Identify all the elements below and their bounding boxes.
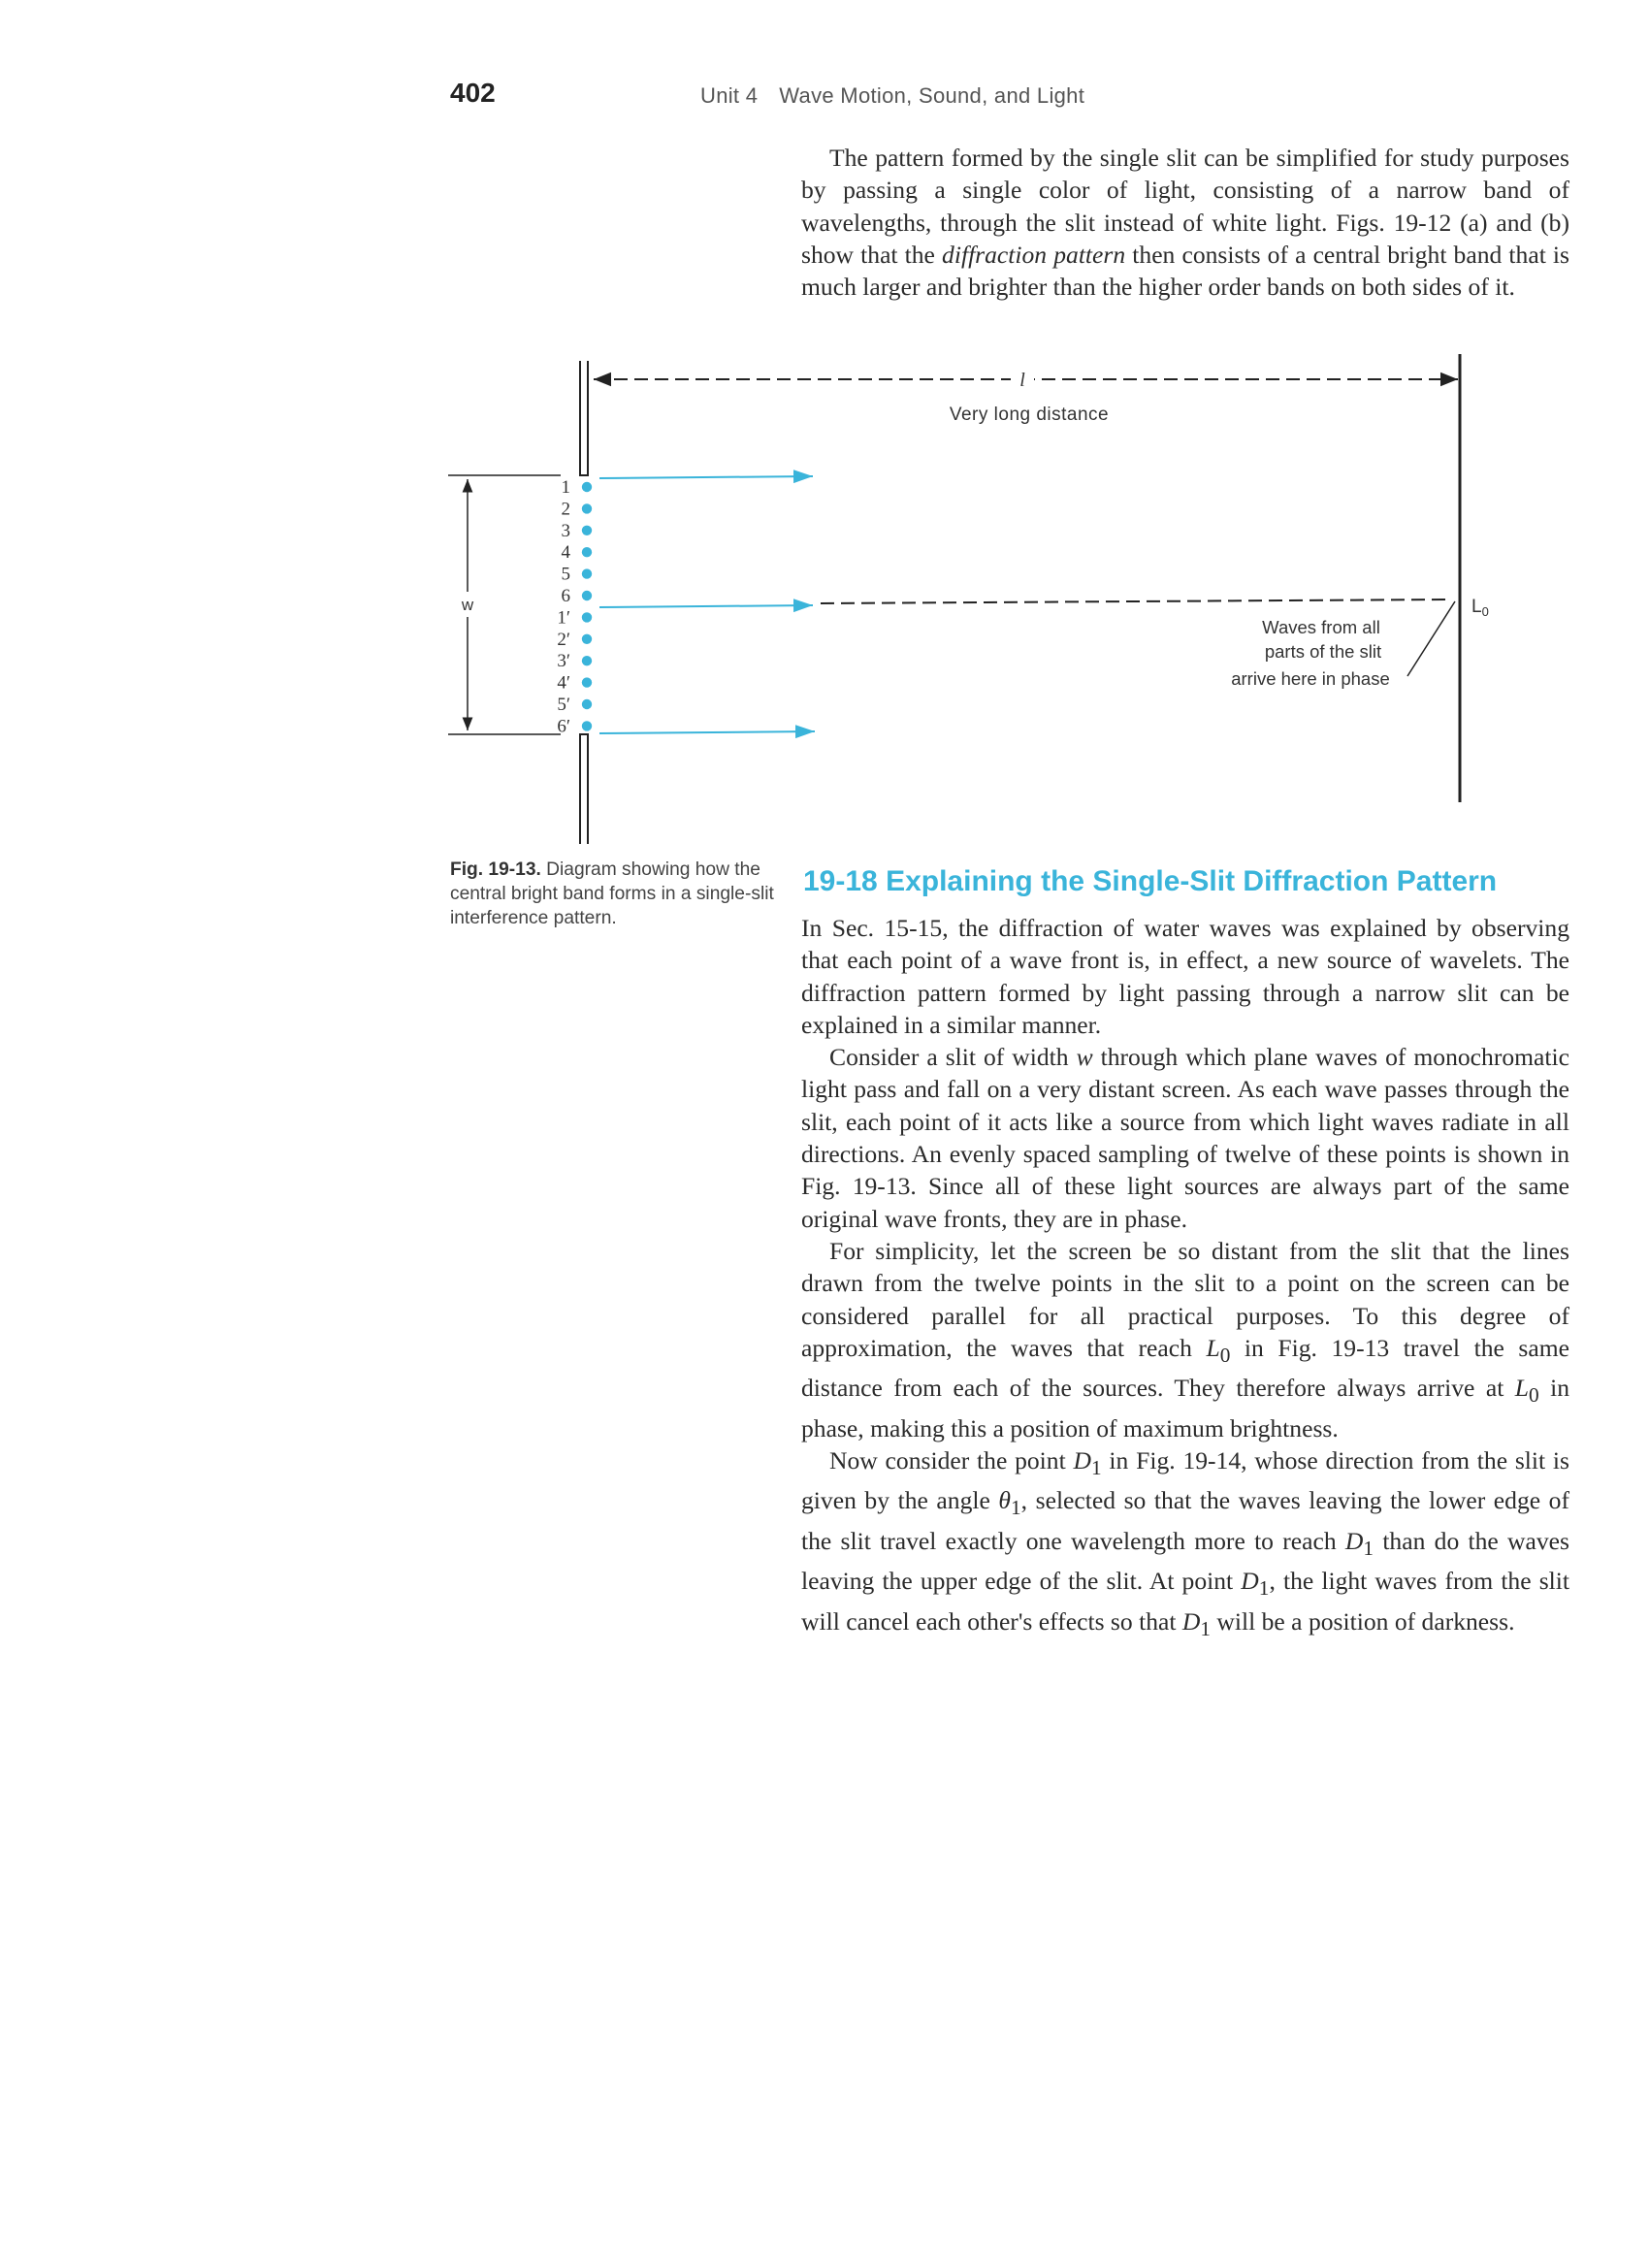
source-point-label: 3′ (557, 651, 570, 672)
source-point (582, 721, 592, 730)
p4-b: in Fig. 19-14, whose direction from the slit is given by the angle (801, 1445, 1569, 1515)
ray-extension (821, 599, 1445, 603)
p3-b: in Fig. 19-13 travel the same distance from each of the sources. They therefore always arrive at (801, 1333, 1569, 1403)
p4-e: , the light waves from the slit will cancel each other's effects so that (801, 1567, 1569, 1636)
paragraph-4 (801, 1444, 1569, 1645)
sub-1-c: 1 (1258, 1576, 1270, 1601)
source-point-label: 5 (561, 564, 570, 585)
sub-1-d: 1 (1200, 1616, 1212, 1640)
paragraph-1: In Sec. 15-15, the diffraction of water waves was explained by observing that each point of a wave front is, in effect, a new source of wavelets. The diffraction pattern formed by light passing through a narrow slit can be explained in a similar manner. (801, 914, 1569, 1039)
source-point (582, 634, 592, 644)
caption-label: Fig. 19-13. (450, 859, 541, 880)
var-d1-a: D (1073, 1445, 1091, 1474)
ray-top (599, 476, 813, 478)
source-point-label: 4 (561, 542, 570, 564)
in-phase-annotation (1231, 617, 1390, 689)
source-point-label: 6′ (557, 716, 570, 737)
p4-f: will be a position of darkness. (1211, 1606, 1515, 1636)
source-point-label: 4′ (557, 672, 570, 694)
p2-b: through which plane waves of monochromatic light pass and fall on a very distant screen. As each wave passes through the slit, each point of it acts like a source from which light waves radiate in all directions. An evenly spaced sampling of twelve of these points is shown in Fig. 19-13. Since all of these light sources are always part of the same original wave fronts, they are in phase. (801, 1043, 1569, 1233)
sub-0-a: 0 (1219, 1343, 1231, 1367)
ray-bottom (599, 731, 815, 733)
slit-width-label: w (461, 596, 474, 614)
p4-c: , selected so that the waves leaving the lower edge of the slit travel exactly one wavelength more to reach (801, 1486, 1569, 1555)
screen-point-label: $L_0$ (1471, 597, 1489, 619)
p4-d: than do the waves leaving the upper edge of the slit. At point (801, 1526, 1569, 1596)
source-point-label: 1 (561, 477, 570, 498)
rays (599, 476, 1455, 733)
source-point-label: 1′ (557, 607, 570, 629)
source-point-label: 3 (561, 520, 570, 541)
unit-title: Wave Motion, Sound, and Light (779, 83, 1085, 108)
unit-label: Unit 4 (700, 83, 759, 108)
slit-width-dimension (448, 475, 561, 734)
p2-a: Consider a slit of width (829, 1043, 1077, 1072)
intro-text-b: then consists of a central bright band that is much larger and brighter than the higher order bands on both sides of it. (801, 240, 1569, 302)
var-d1-b: D (1344, 1526, 1364, 1555)
source-point-label: 5′ (557, 695, 570, 715)
sub-1-a: 1 (1090, 1456, 1102, 1480)
p4-a: Now consider the point (829, 1445, 1074, 1474)
body-text (801, 912, 1569, 1645)
var-d1-d: D (1181, 1606, 1201, 1636)
distance-label: Very long distance (949, 405, 1110, 425)
sub-theta: 1 (1010, 1496, 1021, 1520)
ray-middle (599, 605, 813, 607)
intro-text-a: The pattern formed by the single slit can be simplified for study purposes by passing a single color of light, consisting of a narrow band of wavelengths, through the slit instead of white light. Figs. 19-12 (a) and (b) show that the (801, 144, 1569, 269)
source-point-label: 2 (561, 499, 570, 520)
var-l0-a: L (1206, 1333, 1220, 1362)
source-point (582, 568, 592, 578)
sub-0-b: 0 (1528, 1383, 1539, 1408)
annotation-line-2: parts of the slit (1264, 641, 1382, 662)
annotation-line-3: arrive here in phase (1231, 668, 1390, 689)
source-point (582, 547, 592, 557)
source-point (582, 612, 592, 622)
figure-caption (450, 858, 790, 930)
caption-text: Diagram showing how the central bright band forms in a single-slit interference pattern. (450, 859, 774, 928)
source-point-label: 6 (561, 586, 570, 606)
source-point (582, 503, 592, 513)
lower-barrier (580, 734, 588, 844)
var-w: w (1076, 1043, 1093, 1072)
figure-19-13 (0, 0, 1649, 873)
source-point (582, 482, 592, 492)
page-number: 402 (450, 78, 496, 108)
annotation-line-1: Waves from all (1262, 617, 1380, 637)
diffraction-pattern-term: diffraction pattern (942, 240, 1126, 269)
source-point (582, 699, 592, 709)
annotation-leader (1407, 601, 1455, 676)
source-point-label: 2′ (557, 629, 570, 650)
wavelet-sources (582, 482, 592, 731)
slit-barrier (580, 361, 588, 844)
source-point (582, 656, 592, 665)
distance-symbol: l (1019, 370, 1025, 391)
paragraph-3 (801, 1235, 1569, 1444)
var-l0-b: L (1514, 1374, 1529, 1403)
var-d1-c: D (1241, 1567, 1259, 1596)
p3-c: in phase, making this a position of maximum brightness. (801, 1374, 1570, 1442)
upper-barrier (580, 361, 588, 475)
source-point (582, 591, 592, 600)
p3-a: For simplicity, let the screen be so distant from the slit that the lines drawn from the twelve points in the slit to a point on the screen can be considered parallel for all practical purposes. To this degree of approximation, the waves that reach (801, 1236, 1569, 1362)
var-theta: θ (998, 1486, 1011, 1515)
source-point (582, 526, 592, 535)
sub-1-b: 1 (1363, 1536, 1374, 1560)
section-heading: 19-18 Explaining the Single-Slit Diffraction Pattern (803, 865, 1498, 897)
source-point (582, 677, 592, 687)
paragraph-2 (801, 1041, 1569, 1235)
point-labels (557, 477, 570, 736)
